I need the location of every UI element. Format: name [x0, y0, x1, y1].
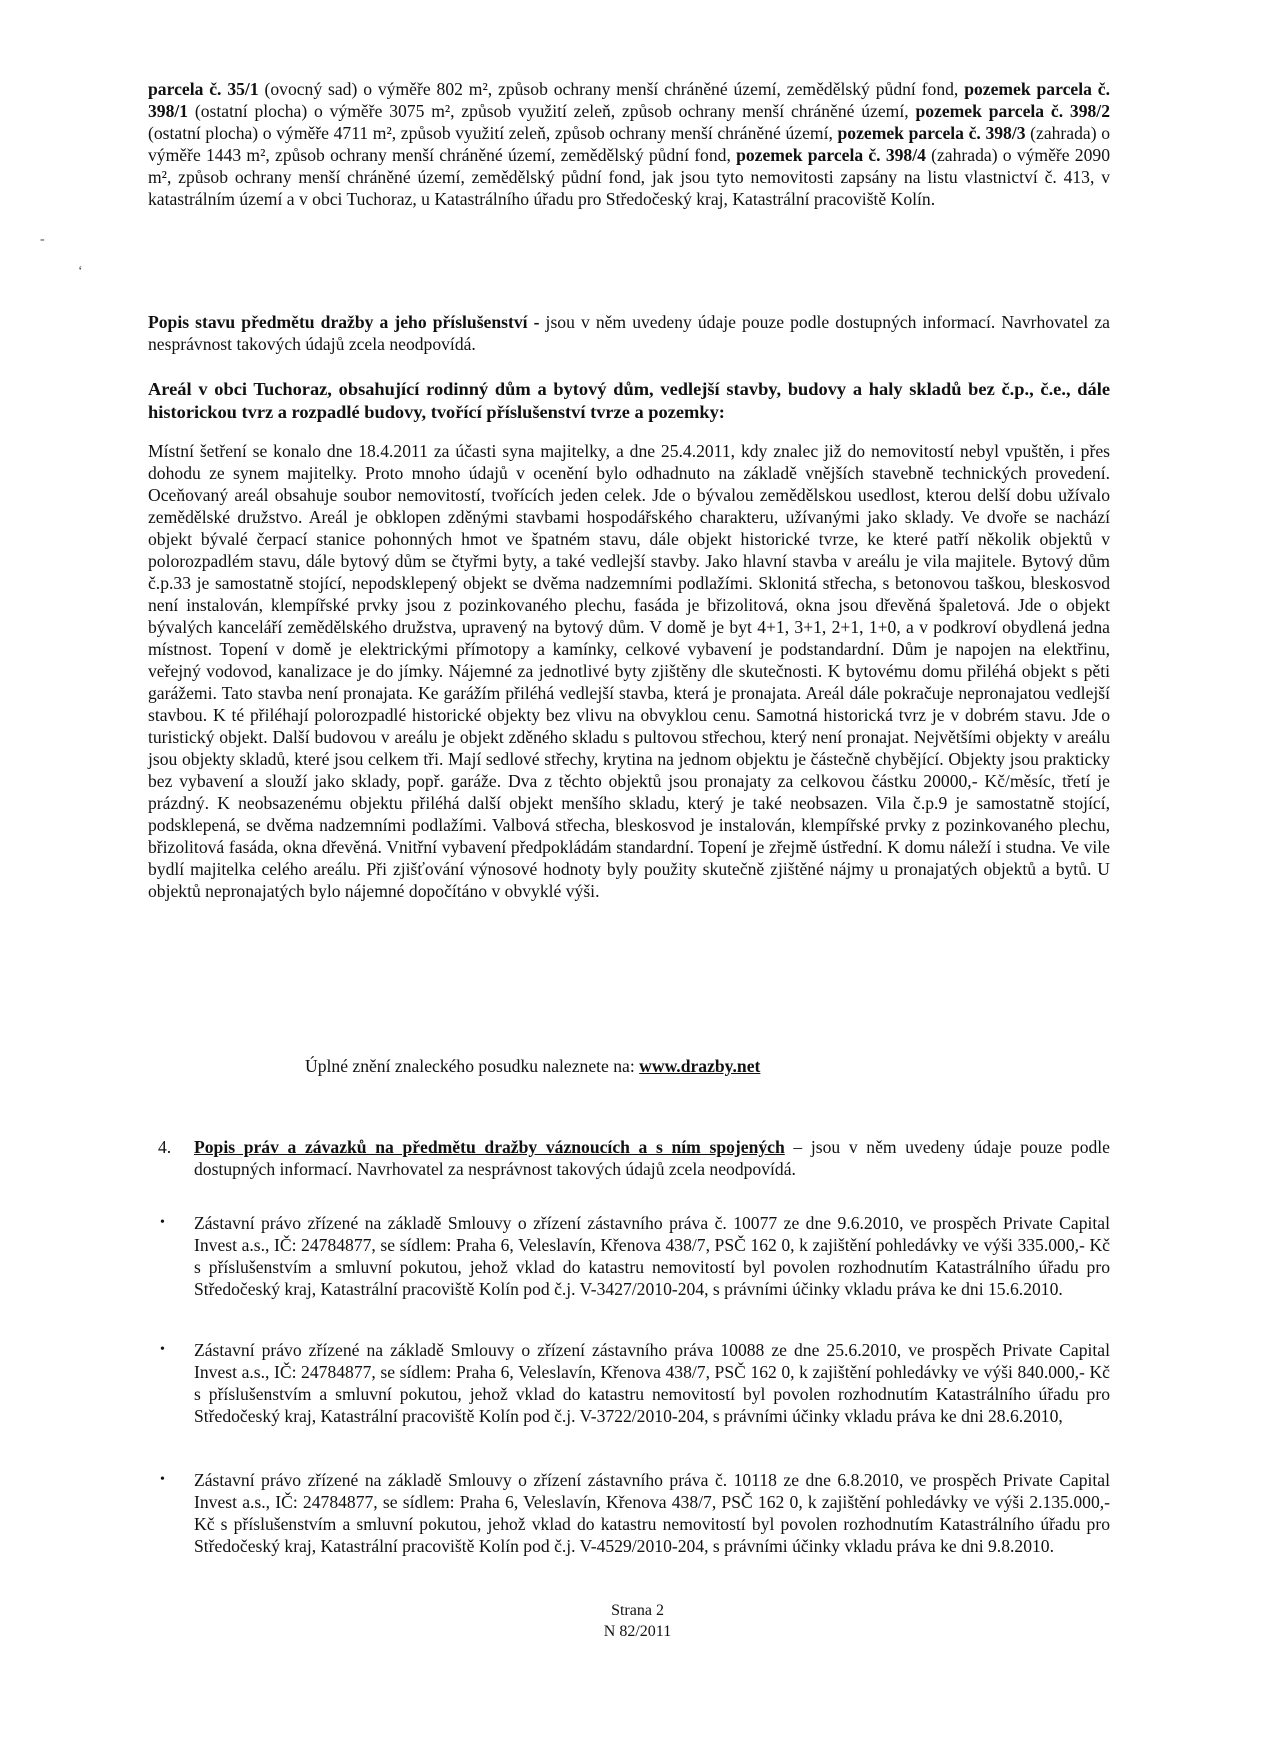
section-number: 4. [158, 1137, 172, 1157]
section-4-text: – jsou v něm uvedeny údaje pouze podle dostupných informací. Navrhovatel za nesprávnost takových údajů zcela neodpovídá. [194, 1137, 1110, 1179]
parcel-text: (zahrada) o výměře 1443 m², způsob ochrany menší chráněné území, zemědělský půdní fond, [148, 123, 1110, 165]
parcel-label: pozemek parcela č. 398/1 [148, 79, 1110, 121]
section-4 [158, 1136, 1110, 1180]
lien-list-item [158, 1469, 1110, 1557]
bullet-icon: • [160, 1342, 165, 1357]
parcel-label: pozemek parcela č. 398/2 [915, 101, 1110, 121]
parcel-paragraph [148, 78, 1110, 210]
lien-text: Zástavní právo zřízené na základě Smlouvy o zřízení zástavního práva 10088 ze dne 25.6.2010, ve prospěch Private Capital Invest a.s., IČ: 24784877, se sídlem: Praha 6, Veleslavín, Křenova 438/7, PSČ 162 0, k zajištění pohledávky ve výši 840.000,- Kč s příslušenstvím a smluvní pokutou, jehož vklad do katastru nemovitostí byl povolen rozhodnutím Katastrálního úřadu pro Středočeský kraj, Katastrální pracoviště Kolín pod č.j. V-3722/2010-204, s právními účinky vkladu práva ke dni 28.6.2010, [194, 1340, 1110, 1426]
document-reference: N 82/2011 [603, 1623, 672, 1640]
state-description-heading: Popis stavu předmětu dražby a jeho příslušenství - [148, 312, 540, 332]
drazby-link[interactable]: www.drazby.net [639, 1056, 761, 1076]
page-footer [0, 1600, 1275, 1642]
lien-text: Zástavní právo zřízené na základě Smlouvy o zřízení zástavního práva č. 10077 ze dne 9.6.2010, ve prospěch Private Capital Invest a.s., IČ: 24784877, se sídlem: Praha 6, Veleslavín, Křenova 438/7, PSČ 162 0, k zajištění pohledávky ve výši 335.000,- Kč s příslušenstvím a smluvní pokutou, jehož vklad do katastru nemovitostí byl povolen rozhodnutím Katastrálního úřadu pro Středočeský kraj, Katastrální pracoviště Kolín pod č.j. V-3427/2010-204, s právními účinky vkladu práva ke dni 15.6.2010. [194, 1213, 1110, 1299]
section-4-title: Popis práv a závazků na předmětu dražby váznoucích a s ním spojených [194, 1137, 785, 1157]
parcel-text: (ostatní plocha) o výměře 4711 m², způsob využití zeleň, způsob ochrany menší chráněné území, [148, 123, 838, 143]
parcel-label: pozemek parcela č. 398/3 [837, 123, 1026, 143]
bullet-icon: • [160, 1215, 165, 1230]
full-report-line [305, 1055, 1005, 1077]
lien-list-item [158, 1212, 1110, 1300]
parcel-text: (ovocný sad) o výměře 802 m², způsob ochrany menší chráněné území, zemědělský půdní fond, [258, 79, 965, 99]
property-heading: Areál v obci Tuchoraz, obsahující rodinný dům a bytový dům, vedlejší stavby, budovy a haly skladů bez č.p., č.e., dále historickou tvrz a rozpadlé budovy, tvořící příslušenství tvrze a pozemky: [148, 379, 1110, 422]
parcel-label: parcela č. 35/1 [148, 79, 259, 99]
full-report-text: Úplné znění znaleckého posudku naleznete na: [305, 1056, 640, 1076]
parcel-text: (zahrada) o výměře 2090 m², způsob ochrany menší chráněné území, zemědělský půdní fond, jak jsou tyto nemovitosti zapsány na listu vlastnictví č. 413, v katastrálním území a v obci Tuchoraz, u Katastrálního úřadu pro Středočeský kraj, Katastrální pracoviště Kolín. [148, 145, 1110, 209]
section-4-body [194, 1136, 1110, 1180]
bullet-icon: • [160, 1472, 165, 1487]
page-number: Strana 2 [611, 1602, 664, 1619]
parcel-text: (ostatní plocha) o výměře 3075 m², způsob využití zeleň, způsob ochrany menší chráněné území, [188, 101, 916, 121]
margin-mark: ‘ [78, 264, 83, 279]
lien-text: Zástavní právo zřízené na základě Smlouvy o zřízení zástavního práva č. 10118 ze dne 6.8.2010, ve prospěch Private Capital Invest a.s., IČ: 24784877, se sídlem: Praha 6, Veleslavín, Křenova 438/7, PSČ 162 0, k zajištění pohledávky ve výši 2.135.000,- Kč s příslušenstvím a smluvní pokutou, jehož vklad do katastru nemovitostí byl povolen rozhodnutím Katastrálního úřadu pro Středočeský kraj, Katastrální pracoviště Kolín pod č.j. V-4529/2010-204, s právními účinky vkladu práva ke dni 9.8.2010. [194, 1470, 1110, 1556]
margin-mark: - [40, 232, 45, 247]
lien-list-item [158, 1339, 1110, 1427]
state-description-text: jsou v něm uvedeny údaje pouze podle dostupných informací. Navrhovatel za nesprávnost takových údajů zcela neodpovídá. [148, 312, 1110, 354]
parcel-label: pozemek parcela č. 398/4 [736, 145, 926, 165]
inspection-paragraph: Místní šetření se konalo dne 18.4.2011 za účasti syna majitelky, a dne 25.4.2011, kdy znalec již do nemovitostí nebyl vpuštěn, i přes dohodu ze synem majitelky. Proto mnoho údajů v ocenění bylo odhadnuto na základě vnějších stavebně technických provedení. Oceňovaný areál obsahuje soubor nemovitostí, tvořících jeden celek. Jde o bývalou zemědělskou usedlost, kterou delší dobu užívalo zemědělské družstvo. Areál je obklopen zděnými stavbami hospodářského charakteru, užívanými jako sklady. Ve dvoře se nachází objekt bývalé čerpací stanice pohonných hmot ve špatném stavu, dále objekt historické tvrze, ke které patří několik objektů v polorozpadlém stavu, dále bytový dům se čtyřmi byty, a také vedlejší stavby. Jako hlavní stavba v areálu je vila majitele. Bytový dům č.p.33 je samostatně stojící, nepodsklepený objekt se dvěma nadzemními podlažími. Sklonitá střecha, s betonovou taškou, bleskosvod není instalován, klempířské prvky jsou z pozinkovaného plechu, fasáda je břizolitová, okna jsou dřevěná špaletová. Jde o objekt bývalých kanceláří zemědělského družstva, upravený na bytový dům. V domě je byt 4+1, 3+1, 2+1, 1+0, a v podkroví obydlená jedna místnost. Topení v domě je elektrickými přímotopy a kamínky, celkové vybavení je podstandardní. Dům je napojen na elektřinu, veřejný vodovod, kanalizace je do jímky. Nájemné za jednotlivé byty zjištěny dle skutečnosti. K bytovému domu přiléhá objekt s pěti garážemi. Tato stavba není pronajata. Ke garážím přiléhá vedlejší stavba, která je pronajata. Areál dále pokračuje nepronajatou vedlejší stavbou. K té přiléhají polorozpadlé historické objekty bez vlivu na obvyklou cenu. Samotná historická tvrz je v dobrém stavu. Jde o turistický objekt. Další budovou v areálu je objekt zděného skladu s pultovou střechou, který není pronajat. Největšími objekty v areálu jsou objekty skladů, které jsou celkem tři. Mají sedlové střechy, krytina na jednom objektu je částečně chybějící. Objekty jsou prakticky bez vybavení a slouží jako sklady, popř. garáže. Dva z těchto objektů jsou pronajaty za celkovou částku 20000,- Kč/měsíc, třetí je prázdný. K neobsazenému objektu přiléhá další objekt menšího skladu, který je také neobsazen. Vila č.p.9 je samostatně stojící, podsklepená, se dvěma nadzemními podlažími. Valbová střecha, bleskosvod je instalován, klempířské prvky z pozinkovaného plechu, břizolitová fasáda, okna dřevěná. Vnitřní vybavení předpokládám standardní. Topení je zřejmě ústřední. K domu náleží i studna. Ve vile bydlí majitelka celého areálu. Při zjišťování výnosové hodnoty byly použity skutečně zjištěné nájmy u pronajatých objektů a bytů. U objektů nepronajatých bylo nájemné dopočítáno v obvyklé výši. [148, 441, 1110, 901]
state-description-paragraph [148, 311, 1110, 355]
